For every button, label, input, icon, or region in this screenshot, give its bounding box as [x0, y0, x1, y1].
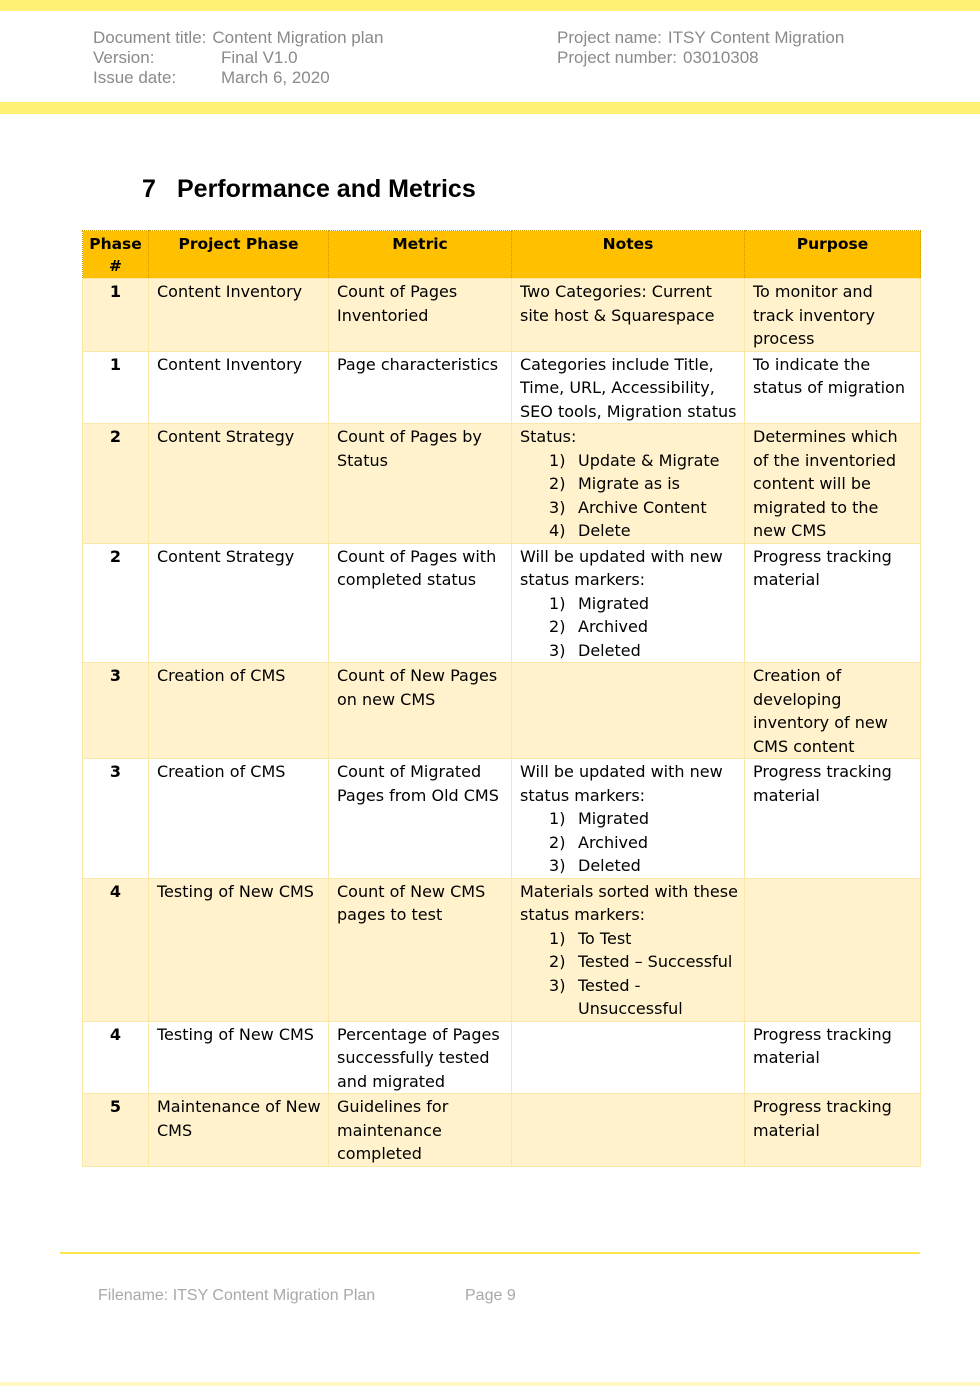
phase-cell: 4 — [83, 878, 149, 1021]
notes-text: Categories include Title, Time, URL, Accessibility, SEO tools, Migration status — [520, 354, 737, 421]
table-row — [83, 424, 921, 544]
metrics-table — [82, 230, 921, 1167]
project-number-row — [557, 48, 844, 68]
footer-divider — [60, 1252, 920, 1254]
metric-cell: Count of Pages with completed status — [329, 543, 512, 663]
project-name-label: Project name: — [557, 28, 662, 47]
metric-cell: Guidelines for maintenance completed — [329, 1094, 512, 1167]
metric-cell: Count of New CMS pages to test — [329, 878, 512, 1021]
table-row — [83, 279, 921, 352]
purpose-cell: To monitor and track inventory process — [745, 279, 921, 352]
footer-page-number: Page 9 — [465, 1287, 516, 1304]
footer-filename: Filename: ITSY Content Migration Plan — [98, 1287, 376, 1304]
document-header-right — [557, 28, 844, 68]
purpose-cell: Progress tracking material — [745, 543, 921, 663]
purpose-cell: To indicate the status of migration — [745, 351, 921, 424]
notes-text: Two Categories: Current site host & Squarespace — [520, 282, 715, 325]
issue-date-value: March 6, 2020 — [221, 68, 330, 87]
section-heading — [142, 173, 476, 205]
project-phase-cell: Content Strategy — [149, 543, 329, 663]
purpose-cell: Determines which of the inventoried content will be migrated to the new CMS — [745, 424, 921, 544]
status-list-item: Migrate as is — [578, 474, 680, 493]
phase-cell: 1 — [83, 351, 149, 424]
status-list-item: Archived — [578, 832, 649, 852]
notes-cell — [512, 759, 745, 879]
notes-text: Will be updated with new status markers: — [520, 546, 723, 589]
project-phase-cell: Content Strategy — [149, 424, 329, 544]
phase-cell: 2 — [83, 543, 149, 663]
metric-cell: Count of Pages by Status — [329, 424, 512, 544]
phase-cell: 3 — [83, 663, 149, 759]
notes-text: Will be updated with new status markers: — [520, 762, 723, 805]
version-value: Final V1.0 — [221, 48, 298, 67]
status-list — [520, 592, 739, 663]
header-top-band — [0, 0, 980, 11]
metric-cell: Count of New Pages on new CMS — [329, 663, 512, 759]
table-row — [83, 1021, 921, 1094]
table-row — [83, 663, 921, 759]
status-list-item: Tested - Unsuccessful — [578, 975, 683, 1018]
status-list-item: Deleted — [578, 640, 641, 660]
project-phase-cell: Testing of New CMS — [149, 878, 329, 1021]
status-list — [520, 807, 739, 878]
project-number-label: Project number: — [557, 48, 677, 67]
project-phase-cell: Maintenance of New CMS — [149, 1094, 329, 1167]
notes-cell — [512, 1021, 745, 1094]
metric-cell: Page characteristics — [329, 351, 512, 424]
issue-date-label: Issue date: — [93, 68, 177, 87]
project-phase-cell: Testing of New CMS — [149, 1021, 329, 1094]
status-list-item: Migrated — [578, 593, 650, 613]
status-list-item: Migrated — [578, 809, 650, 828]
column-header-metric: Metric — [329, 231, 512, 279]
metric-cell: Percentage of Pages successfully tested and migrated — [329, 1021, 512, 1094]
status-list-item: Delete — [578, 521, 631, 540]
status-list-item: Deleted — [578, 856, 641, 875]
notes-text: Materials sorted with these status markers: — [520, 881, 738, 924]
table-row — [83, 543, 921, 663]
notes-cell — [512, 543, 745, 663]
document-header-left — [93, 28, 383, 88]
section-number: 7 — [142, 175, 156, 203]
purpose-cell: Creation of developing inventory of new CMS content — [745, 663, 921, 759]
doc-title-label: Document title: — [93, 28, 207, 47]
table-row — [83, 351, 921, 424]
status-list — [520, 449, 739, 543]
project-phase-cell: Content Inventory — [149, 351, 329, 424]
project-number-value: 03010308 — [683, 48, 759, 67]
status-list-item: Tested – Successful — [578, 952, 733, 971]
phase-cell: 1 — [83, 279, 149, 352]
phase-cell: 3 — [83, 759, 149, 879]
metric-cell: Count of Migrated Pages from Old CMS — [329, 759, 512, 879]
header-bottom-band — [0, 102, 980, 114]
doc-title-value: Content Migration plan — [212, 28, 384, 47]
purpose-cell — [745, 878, 921, 1021]
page-bottom-band — [0, 1382, 980, 1386]
project-phase-cell: Creation of CMS — [149, 759, 329, 879]
notes-cell — [512, 663, 745, 759]
column-header-notes: Notes — [512, 231, 745, 279]
status-list — [520, 927, 739, 1021]
section-title: Performance and Metrics — [177, 175, 476, 203]
notes-text: Status: — [520, 427, 577, 446]
notes-cell — [512, 878, 745, 1021]
phase-cell: 4 — [83, 1021, 149, 1094]
phase-cell: 5 — [83, 1094, 149, 1167]
project-name-value: ITSY Content Migration — [667, 28, 845, 47]
project-phase-cell: Content Inventory — [149, 279, 329, 352]
column-header-phase: Phase # — [83, 231, 149, 279]
doc-title-row — [93, 28, 383, 48]
table-row — [83, 759, 921, 879]
notes-cell — [512, 1094, 745, 1167]
table-row — [83, 1094, 921, 1167]
column-header-purpose: Purpose — [745, 231, 921, 279]
purpose-cell: Progress tracking material — [745, 1021, 921, 1094]
version-row — [93, 48, 383, 68]
version-label: Version: — [93, 48, 155, 67]
status-list-item: Update & Migrate — [578, 450, 720, 470]
project-name-row — [557, 28, 844, 48]
phase-cell: 2 — [83, 424, 149, 544]
notes-cell — [512, 351, 745, 424]
notes-cell — [512, 279, 745, 352]
status-list-item: Archived — [578, 617, 649, 636]
purpose-cell: Progress tracking material — [745, 1094, 921, 1167]
column-header-project-phase: Project Phase — [149, 231, 329, 279]
status-list-item: Archive Content — [578, 497, 707, 517]
notes-cell — [512, 424, 745, 544]
table-row — [83, 878, 921, 1021]
status-list-item: To Test — [578, 928, 632, 948]
metric-cell: Count of Pages Inventoried — [329, 279, 512, 352]
purpose-cell: Progress tracking material — [745, 759, 921, 879]
project-phase-cell: Creation of CMS — [149, 663, 329, 759]
table-header-row — [83, 231, 921, 279]
issue-date-row — [93, 68, 383, 88]
